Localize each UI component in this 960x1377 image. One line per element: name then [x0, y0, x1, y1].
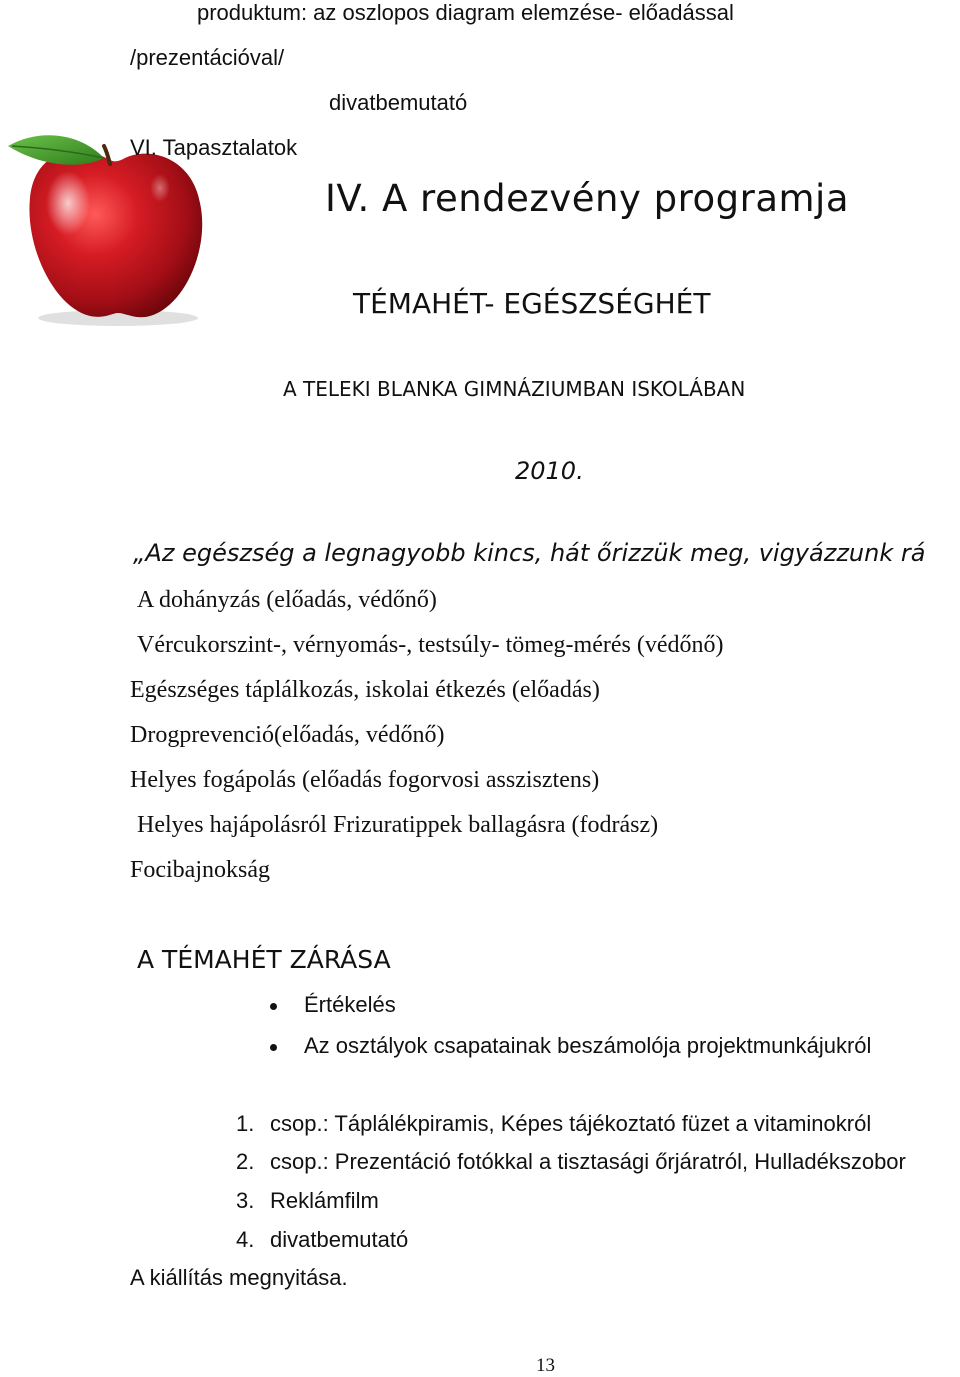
closing-title: A TÉMAHÉT ZÁRÁSA [137, 945, 391, 974]
top-line-2: /prezentációval/ [130, 45, 285, 70]
top-line-3: divatbemutató [329, 90, 468, 115]
numbered-item-text: divatbemutató [270, 1227, 409, 1252]
school-name: A TELEKI BLANKA GIMNÁZIUMBAN ISKOLÁBAN [283, 377, 746, 401]
numbered-item-number: 2. [236, 1149, 255, 1174]
numbered-item-text: Reklámfilm [270, 1188, 379, 1213]
program-item: Vércukorszint-, vérnyomás-, testsúly- tömeg-mérés (védőnő) [137, 632, 724, 658]
numbered-item-number: 4. [236, 1227, 255, 1252]
program-item: Focibajnokság [130, 857, 270, 883]
numbered-item-number: 1. [236, 1111, 255, 1136]
program-item: Egészséges táplálkozás, iskolai étkezés (előadás) [130, 677, 600, 703]
page-subtitle: TÉMAHÉT- EGÉSZSÉGHÉT [353, 287, 711, 320]
year: 2010. [515, 457, 584, 485]
program-item: Helyes fogápolás (előadás fogorvosi asszisztens) [130, 767, 600, 793]
exhibition-opening: A kiállítás megnyitása. [130, 1265, 348, 1290]
program-item: A dohányzás (előadás, védőnő) [137, 587, 437, 613]
top-line-4: VI. Tapasztalatok [130, 135, 298, 160]
bullet-icon [270, 1003, 277, 1010]
program-item: Drogprevenció(előadás, védőnő) [130, 722, 445, 748]
numbered-item-number: 3. [236, 1188, 255, 1213]
top-line-1: produktum: az oszlopos diagram elemzése- előadással [197, 0, 734, 25]
motto: „Az egészség a legnagyobb kincs, hát őrizzük meg, vigyázzunk rá [133, 539, 926, 567]
page-number: 13 [536, 1355, 555, 1376]
numbered-item-text: csop.: Prezentáció fotókkal a tisztasági őrjáratról, Hulladékszobor [270, 1149, 906, 1174]
closing-bullet-item: Az osztályok csapatainak beszámolója projektmunkájukról [304, 1033, 872, 1058]
numbered-item-text: csop.: Táplálékpiramis, Képes tájékoztató füzet a vitaminokról [270, 1111, 872, 1136]
page-title: IV. A rendezvény programja [325, 177, 849, 220]
closing-bullet-item: Értékelés [304, 992, 396, 1017]
program-item: Helyes hajápolásról Frizuratippek ballagásra (fodrász) [137, 812, 659, 838]
bullet-icon [270, 1044, 277, 1051]
